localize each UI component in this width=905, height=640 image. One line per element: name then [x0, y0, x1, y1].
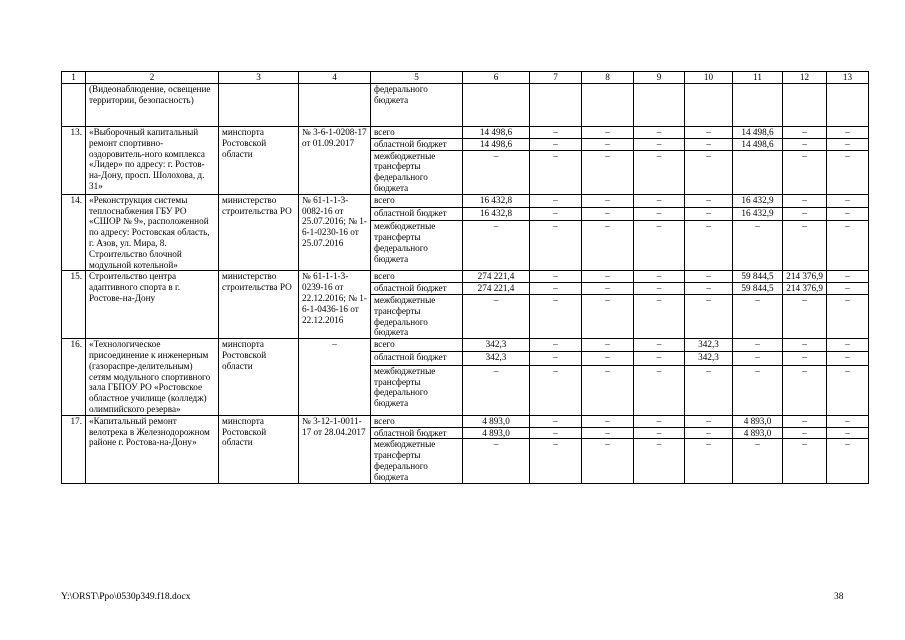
column-number: 11: [733, 72, 783, 84]
funding-source: межбюджетные трансферты федерального бюджета: [371, 439, 463, 483]
value-c8: –: [582, 365, 634, 415]
row-number: 15.: [62, 271, 86, 339]
value-c7: –: [530, 365, 582, 415]
value-c10: 342,3: [685, 352, 733, 365]
value-c7: –: [530, 283, 582, 295]
responsible-org: министерство строительства РО: [219, 194, 299, 271]
funding-source: областной бюджет: [371, 283, 463, 295]
value-c6: –: [463, 294, 530, 338]
value-c13: –: [827, 339, 869, 352]
value-c13: –: [827, 271, 869, 283]
value-c7: –: [530, 127, 582, 139]
column-number-row: [62, 72, 869, 84]
value-c8: –: [582, 439, 634, 483]
table-row: [62, 127, 869, 139]
document-ref: № 3-12-1-0011-17 от 28.04.2017: [299, 415, 371, 483]
value-c11: [733, 150, 783, 194]
column-number: 13: [827, 72, 869, 84]
value-c11: 16 432,9: [733, 208, 783, 221]
value-c8: –: [582, 194, 634, 207]
value-c6: 4 893,0: [463, 427, 530, 439]
row-number: [62, 84, 86, 127]
value-c13: –: [827, 294, 869, 338]
value-c11: 14 498,6: [733, 127, 783, 139]
object-name: «Капитальный ремонт велотрека в Железнодорожном районе г. Ростова-на-Дону»: [86, 415, 219, 483]
value-c9: –: [634, 221, 685, 271]
continuation-row: [62, 84, 869, 127]
value-c6: –: [463, 439, 530, 483]
value-c13: –: [827, 127, 869, 139]
value-c11: –: [733, 339, 783, 352]
table-row: [62, 271, 869, 283]
document-ref: № 3-6-1-0208-17 от 01.09.2017: [299, 127, 371, 195]
value-c12: –: [783, 208, 827, 221]
value-c13: –: [827, 415, 869, 427]
value-c6: 16 432,8: [463, 194, 530, 207]
column-number: 9: [634, 72, 685, 84]
funding-source: областной бюджет: [371, 208, 463, 221]
responsible-org: минспорта Ростовской области: [219, 127, 299, 195]
value-c7: –: [530, 415, 582, 427]
row-number: 17.: [62, 415, 86, 483]
value-c13: –: [827, 194, 869, 207]
value-c9: –: [634, 427, 685, 439]
value-c8: –: [582, 150, 634, 194]
value-c12: –: [783, 339, 827, 352]
value-c8: –: [582, 352, 634, 365]
value-c9: –: [634, 208, 685, 221]
value-c10: –: [685, 415, 733, 427]
object-name: «Реконструкция системы теплоснабжения ГБУ РО «СШОР № 9», расположенной по адресу: Ростовская область, г. Азов, ул. Мира, 8. Строительство блочной модульной котельной»: [86, 194, 219, 271]
funding-source: всего: [371, 127, 463, 139]
value-c8: –: [582, 127, 634, 139]
value-c7: –: [530, 439, 582, 483]
value-c6: 14 498,6: [463, 138, 530, 150]
value-c7: –: [530, 294, 582, 338]
value-c9: –: [634, 138, 685, 150]
value-c13: –: [827, 352, 869, 365]
value-c6: 4 893,0: [463, 415, 530, 427]
value-c7: –: [530, 339, 582, 352]
value-c10: –: [685, 138, 733, 150]
value-c9: –: [634, 150, 685, 194]
value-c11: –: [733, 352, 783, 365]
value-c10: –: [685, 127, 733, 139]
value-c11: 59 844,5: [733, 271, 783, 283]
value-c6: 342,3: [463, 339, 530, 352]
value-c12: –: [783, 194, 827, 207]
object-name: «Выборочный капитальный ремонт спортивно-оздоровитель-ного комплекса «Лидер» по адресу: г. Ростов-на-Дону, просп. Шолохова, д. 31»: [86, 127, 219, 195]
value-c11: 59 844,5: [733, 283, 783, 295]
object-name: (Видеонаблюдение, освещение территории, безопасность): [86, 84, 219, 127]
responsible-org: [219, 84, 299, 127]
value-c9: –: [634, 365, 685, 415]
value-c6: –: [463, 150, 530, 194]
value-c11: –: [733, 294, 783, 338]
funding-source: областной бюджет: [371, 352, 463, 365]
value-c8: –: [582, 339, 634, 352]
funding-source: межбюджетные трансферты федерального бюджета: [371, 294, 463, 338]
value-c13: –: [827, 208, 869, 221]
value-c10: –: [685, 208, 733, 221]
value-c11: –: [733, 221, 783, 271]
value-c10: –: [685, 150, 733, 194]
value-c8: –: [582, 208, 634, 221]
funding-source: всего: [371, 415, 463, 427]
value-c7: –: [530, 271, 582, 283]
value-c11: 4 893,0: [733, 415, 783, 427]
value-c8: –: [582, 283, 634, 295]
value-c7: –: [530, 352, 582, 365]
column-number: 2: [86, 72, 219, 84]
value-c13: –: [827, 365, 869, 415]
value-c6: 274 221,4: [463, 271, 530, 283]
document-ref: –: [299, 339, 371, 416]
value-c8: –: [582, 221, 634, 271]
funding-source: межбюджетные трансферты федерального бюджета: [371, 221, 463, 271]
value-c12: 214 376,9: [783, 283, 827, 295]
value-c6: –: [463, 221, 530, 271]
responsible-org: минспорта Ростовской области: [219, 415, 299, 483]
value-c12: –: [783, 150, 827, 194]
value-c12: –: [783, 138, 827, 150]
funding-source: межбюджетные трансферты федерального бюджета: [371, 150, 463, 194]
investment-table: [61, 71, 869, 484]
value-c11: –: [733, 439, 783, 483]
column-number: 7: [530, 72, 582, 84]
value-c6: 342,3: [463, 352, 530, 365]
value-c12: –: [783, 352, 827, 365]
value-c7: –: [530, 138, 582, 150]
value-c12: –: [783, 365, 827, 415]
column-number: 8: [582, 72, 634, 84]
value-c7: –: [530, 221, 582, 271]
value-c10: –: [685, 194, 733, 207]
value-c13: –: [827, 138, 869, 150]
table-row: [62, 194, 869, 207]
value-c10: –: [685, 283, 733, 295]
document-ref: № 61-1-1-3-0239-16 от 22.12.2016; № 1-6-1-0436-16 от 22.12.2016: [299, 271, 371, 339]
value-c12: –: [783, 415, 827, 427]
document-ref: № 61-1-1-3-0082-16 от 25.07.2016; № 1-6-1-0230-16 от 25.07.2016: [299, 194, 371, 271]
value-c12: –: [783, 127, 827, 139]
value-c11: –: [733, 365, 783, 415]
value-c12: –: [783, 427, 827, 439]
value-c13: –: [827, 439, 869, 483]
value-c8: –: [582, 427, 634, 439]
value-c8: –: [582, 415, 634, 427]
value-c9: –: [634, 352, 685, 365]
funding-source: межбюджетные трансферты федерального бюджета: [371, 365, 463, 415]
value-c12: –: [783, 294, 827, 338]
column-number: 4: [299, 72, 371, 84]
value-c9: –: [634, 127, 685, 139]
funding-source: федерального бюджета: [371, 84, 463, 127]
value-c13: –: [827, 221, 869, 271]
file-path: Y:\ORST\Ppo\0530p349.f18.docx: [61, 592, 191, 602]
column-number: 12: [783, 72, 827, 84]
value-c9: –: [634, 339, 685, 352]
column-number: 10: [685, 72, 733, 84]
value-c9: –: [634, 439, 685, 483]
responsible-org: министерство строительства РО: [219, 271, 299, 339]
value-c10: –: [685, 365, 733, 415]
value-c6: 16 432,8: [463, 208, 530, 221]
value-c7: –: [530, 208, 582, 221]
document-ref: [299, 84, 371, 127]
value-c9: –: [634, 415, 685, 427]
row-number: 14.: [62, 194, 86, 271]
value-c7: –: [530, 194, 582, 207]
value-c11: 4 893,0: [733, 427, 783, 439]
table-row: [62, 339, 869, 352]
value-c12: –: [783, 439, 827, 483]
value-c8: –: [582, 138, 634, 150]
funding-source: областной бюджет: [371, 427, 463, 439]
column-number: 3: [219, 72, 299, 84]
value-c9: –: [634, 271, 685, 283]
value-c13: –: [827, 283, 869, 295]
column-number: 6: [463, 72, 530, 84]
column-number: 1: [62, 72, 86, 84]
value-c8: –: [582, 294, 634, 338]
object-name: Строительство центра адаптивного спорта в г. Ростове-на-Дону: [86, 271, 219, 339]
value-c6: 14 498,6: [463, 127, 530, 139]
value-c10: –: [685, 439, 733, 483]
column-number: 5: [371, 72, 463, 84]
row-number: 16.: [62, 339, 86, 416]
value-c9: –: [634, 294, 685, 338]
value-c9: –: [634, 283, 685, 295]
value-c10: –: [685, 294, 733, 338]
funding-source: всего: [371, 271, 463, 283]
value-c10: 342,3: [685, 339, 733, 352]
value-c10: –: [685, 271, 733, 283]
value-c10: –: [685, 221, 733, 271]
funding-source: областной бюджет: [371, 138, 463, 150]
value-c8: –: [582, 271, 634, 283]
value-c7: –: [530, 150, 582, 194]
value-c11: 16 432,9: [733, 194, 783, 207]
value-c11: 14 498,6: [733, 138, 783, 150]
funding-source: всего: [371, 339, 463, 352]
responsible-org: минспорта Ростовской области: [219, 339, 299, 416]
value-c6: 274 221,4: [463, 283, 530, 295]
value-c12: –: [783, 221, 827, 271]
value-c13: –: [827, 427, 869, 439]
table-row: [62, 415, 869, 427]
value-c12: 214 376,9: [783, 271, 827, 283]
funding-source: всего: [371, 194, 463, 207]
page-number: 38: [834, 592, 844, 602]
value-c10: –: [685, 427, 733, 439]
value-c9: –: [634, 194, 685, 207]
value-c13: –: [827, 150, 869, 194]
object-name: «Технологическое присоединение к инженерным (газораспре-делительным) сетям модульного спортивного зала ГБПОУ РО «Ростовское областное училище (колледж) олимпийского резерва»: [86, 339, 219, 416]
value-c6: –: [463, 365, 530, 415]
value-c7: –: [530, 427, 582, 439]
row-number: 13.: [62, 127, 86, 195]
